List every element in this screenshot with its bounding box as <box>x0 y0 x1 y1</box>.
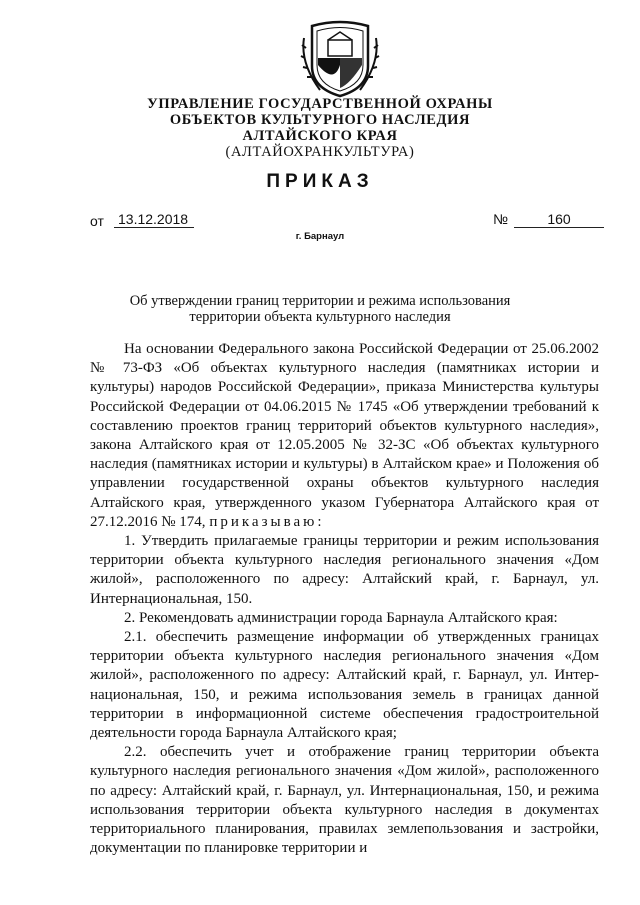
org-name-line-2: ОБЪЕКТОВ КУЛЬТУРНОГО НАСЛЕДИЯ <box>169 112 471 128</box>
number-label: № <box>493 211 509 227</box>
org-name-line-3: АЛТАЙСКОГО КРАЯ <box>242 128 398 144</box>
preamble-paragraph <box>90 340 599 532</box>
org-name-line-1: УПРАВЛЕНИЕ ГОСУДАРСТВЕННОЙ ОХРАНЫ <box>147 96 493 112</box>
subject-line-2: территории объекта культурного наследия <box>189 309 451 325</box>
clause-2: 2. Рекомендовать администрации города Барнаула Алтайского края: <box>124 609 558 626</box>
document-number: 160 <box>514 211 604 228</box>
clause-1: 1. Утвердить прилагаемые границы территории и режим использования территории объекта культурного наследия регионального значения «Дом жилой», расположенного по адресу: Алтайский край, г. Барнаул, ул. Интернациональная, 150. <box>90 533 599 607</box>
clause-2-2: 2.2. обеспечить учет и отображение границ территории объекта культурного наследия регионального значения «Дом жилой», расположенного по адресу: Алтайский край, г. Барнаул, ул. Интернациональная, 150, и режима использования территории объекта культурного наследия в документах территориального планирования, правилах землепользования и застройки, документации по планировке территории и <box>90 744 599 857</box>
coat-of-arms-emblem <box>300 18 380 98</box>
date-label: от <box>90 213 104 229</box>
preamble-text: На основании Федерального закона Российской Федерации от 25.06.2002 № 73-ФЗ «Об объектах культурного наследия (памятниках истории и культуры) народов Российской Федерации», приказа Министерства культуры Российской Федерации от 04.06.2015 № 1745 «Об утверждении требований к составлению проектов границ территорий объектов культурного наследия», закона Алтайского края от 12.05.2005 № 32-ЗС «Об объектах культурного наследия (памятниках истории и культуры) в Алтайском крае» и Положения об управлении государственной охраны объектов культурного наследия Алтайского края, утвержденного указом Губернатора Алтайского края от 27.12.2016 № 174, <box>90 341 599 530</box>
order-verb: приказываю: <box>209 513 325 530</box>
subject-line-1: Об утверждении границ территории и режима использования <box>129 293 511 309</box>
org-short-name: (АЛТАЙОХРАНКУЛЬТУРА) <box>225 144 415 160</box>
document-date: 13.12.2018 <box>114 211 194 228</box>
clause-2-1: 2.1. обеспечить размещение информации об утвержденных границах территории объекта культурного наследия регионального значения «Дом жилой», расположенного по адресу: Алтайский край, г. Барнаул, ул. Интернациональная, 150, и режима использования земель в границах данной территории в информационной системе обеспечения градостроительной деятельности города Барнаула Алтайского края; <box>90 629 599 742</box>
order-body <box>90 340 599 858</box>
document-type-title: ПРИКАЗ <box>266 171 374 192</box>
city-name: г. Барнаул <box>295 231 345 242</box>
